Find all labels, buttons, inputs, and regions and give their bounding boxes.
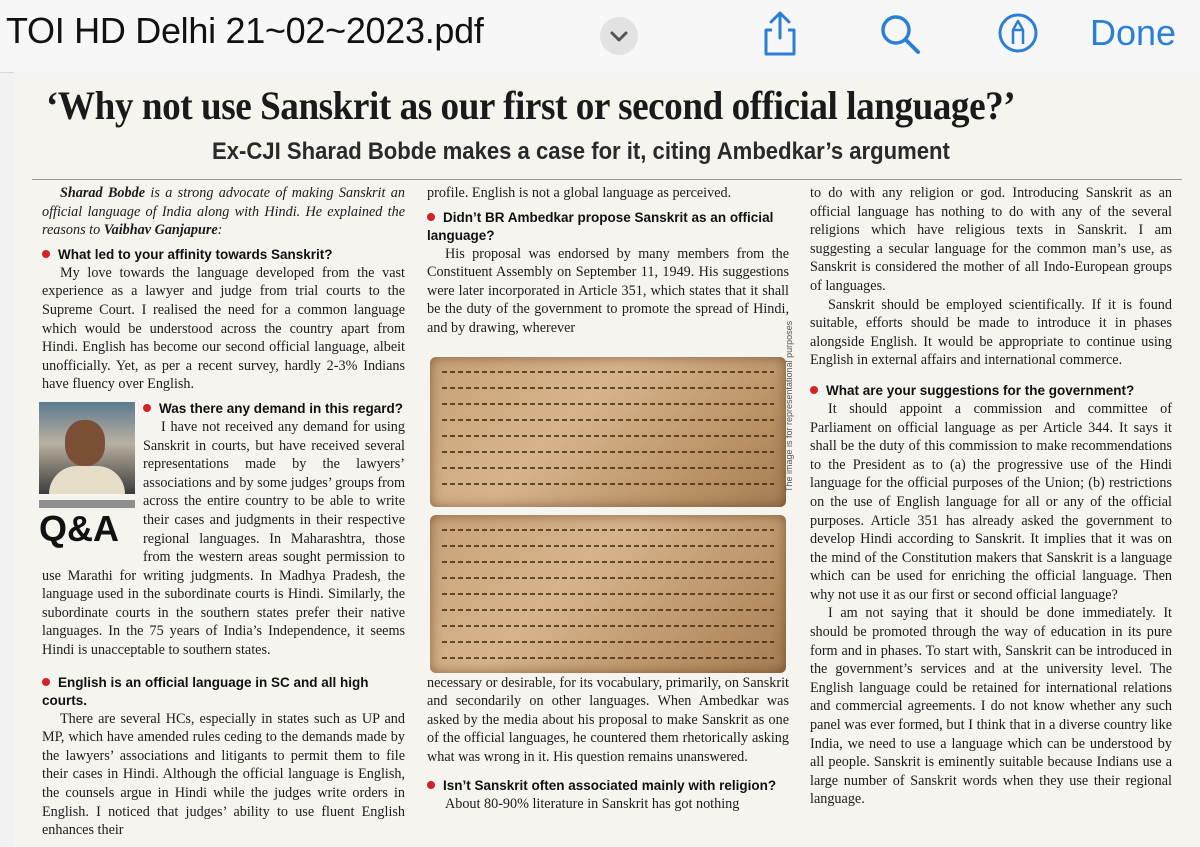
question-1: What led to your affinity towards Sanskrit? bbox=[42, 246, 405, 264]
markup-button[interactable] bbox=[994, 8, 1042, 58]
question-4: Didn’t BR Ambedkar propose Sanskrit as an official language? bbox=[427, 209, 789, 245]
answer-4: His proposal was endorsed by many members from the Constituent Assembly on September 11, 1949. His suggestions were later incorporated in Article 351, which states that it shall be the duty of the government to promote the spread of Hindi, and by drawing, wherever bbox=[427, 245, 789, 336]
image-caption: The image is for representational purposes bbox=[784, 320, 794, 492]
answer-5: About 80-90% literature in Sanskrit has got nothing bbox=[445, 795, 740, 812]
search-icon bbox=[876, 8, 924, 58]
title-menu-button[interactable] bbox=[600, 17, 638, 55]
pdf-viewer-toolbar bbox=[0, 0, 1200, 73]
answer-3: There are several HCs, especially in states such as UP and MP, which have amended rules ceding to the demands made by the lawyers’ associations and litigants to permit them to file their cases in Hindi. Although the official language is English, the counsels argue in Hindi while the judges write orders in English. I noticed that judges’ ability to use fluent English enhances their bbox=[42, 710, 405, 839]
markup-icon bbox=[994, 8, 1042, 58]
question-2: Was there any demand in this regard? bbox=[42, 400, 405, 418]
answer-2: I have not received any demand for using Sanskrit in courts, but have received several representations made by the lawyers’ associations and by some judges’ groups from across the entire country to be able to write their cases and judgments in their respective regional languages. In Maharashtra, those from the western areas sought permission to use Marathi for writing judgments. In Madhya Pradesh, the language used in the subordinate courts is Hindi. Similarly, the subordinate courts in the southern states prefer their native languages. In the 75 years of India’s Independence, it seems Hindi is unacceptable to southern states. bbox=[42, 418, 405, 659]
chevron-down-icon bbox=[600, 17, 638, 55]
answer-4-continued: necessary or desirable, for its vocabulary, primarily, on Sanskrit and secondarily on other languages. When Ambedkar was asked by the media about his proposal to make Sanskrit as one of the official languages, he countered them rhetorically asking what was wrong in it. His question remains unanswered. bbox=[427, 674, 789, 765]
answer-6-paragraph-2: I am not saying that it should be done immediately. It should be promoted through the way of education in its pure form and in phases. To start with, Sanskrit can be introduced in the government’s services and at the university level. The English language could be retained for international relations and commercial agreements. I do not know whether any such panel was ever formed, but I think that in a diverse country like India, we need to use a language which can be understood by all people. Sanskrit is eminently suitable because Indians use a large number of Sanskrit words when they use their regional language. bbox=[810, 605, 1172, 808]
answer-5-continued: to do with any religion or god. Introducing Sanskrit as an official language has nothing to do with any of the several religions which have religious texts in Sanskrit. I am suggesting a secular language for the common man’s use, as Sanskrit is considered the mother of all Indo-European groups of languages. bbox=[810, 185, 1172, 294]
author-name: Vaibhav Ganjapure bbox=[103, 222, 218, 239]
interviewee-photo bbox=[39, 402, 135, 494]
manuscript-leaf-bottom bbox=[430, 515, 786, 673]
intro-text: is a strong advocate of making Sanskrit an official language of India along with Hindi. He explained the reasons to bbox=[42, 185, 405, 239]
article-headline: ‘Why not use Sanskrit as our first or second official language?’ bbox=[46, 83, 1016, 128]
qa-block bbox=[39, 400, 405, 660]
answer-1: My love towards the language developed from the vast experience as a lawyer and judge from trial courts to the Supreme Court. I realised the need for a common language which would be understood across the country apart from Hindi. English has become our second official language, albeit unofficially. Yet, as per a recent survey, hardly 2-3% Indians have fluency over English. bbox=[42, 264, 405, 393]
share-button[interactable] bbox=[756, 8, 804, 58]
search-button[interactable] bbox=[876, 8, 924, 58]
share-icon bbox=[756, 8, 804, 58]
article-column-1 bbox=[39, 184, 405, 840]
interviewee-name: Sharad Bobde bbox=[60, 185, 145, 201]
qa-logo: Q&A bbox=[39, 500, 135, 550]
question-3: English is an official language in SC and all high courts. bbox=[42, 674, 405, 710]
answer-6: It should appoint a commission and committee of Parliament on official language as per Article 344. It says it shall be the duty of this commission to make recommendations to the President as to (a) the progressive use of the Hindi language for the official purposes of the Union; (b) restrictions on the use of English language for all or any of the official purposes. Article 351 has already asked the government to develop Hindi according to Sanskrit. It implies that it was on the mind of the Constitution makers that Sanskrit is a language which can be used for enriching the official language. Then why not use it as our first or second official language? bbox=[810, 400, 1172, 603]
pdf-page bbox=[14, 72, 1200, 847]
article-intro bbox=[42, 184, 405, 240]
answer-3-continued: profile. English is not a global language as perceived. bbox=[427, 185, 732, 201]
divider bbox=[32, 179, 1182, 180]
done-button[interactable]: Done bbox=[1090, 12, 1177, 53]
intro-end: : bbox=[217, 222, 223, 239]
question-5: Isn’t Sanskrit often associated mainly with religion? bbox=[427, 777, 789, 795]
manuscript-image bbox=[430, 357, 786, 677]
question-6: What are your suggestions for the government? bbox=[810, 382, 1172, 400]
answer-5-paragraph-2: Sanskrit should be employed scientifically. If it is found suitable, efforts should be made to introduce it in phases alongside English. It would be appropriate to continue using English in external affairs and international commerce. bbox=[810, 296, 1172, 369]
manuscript-leaf-top bbox=[430, 357, 786, 507]
document-title[interactable]: TOI HD Delhi 21~02~2023.pdf bbox=[6, 10, 484, 51]
article-subhead: Ex-CJI Sharad Bobde makes a case for it, citing Ambedkar’s argument bbox=[212, 138, 950, 165]
article-column-3 bbox=[810, 184, 1172, 809]
